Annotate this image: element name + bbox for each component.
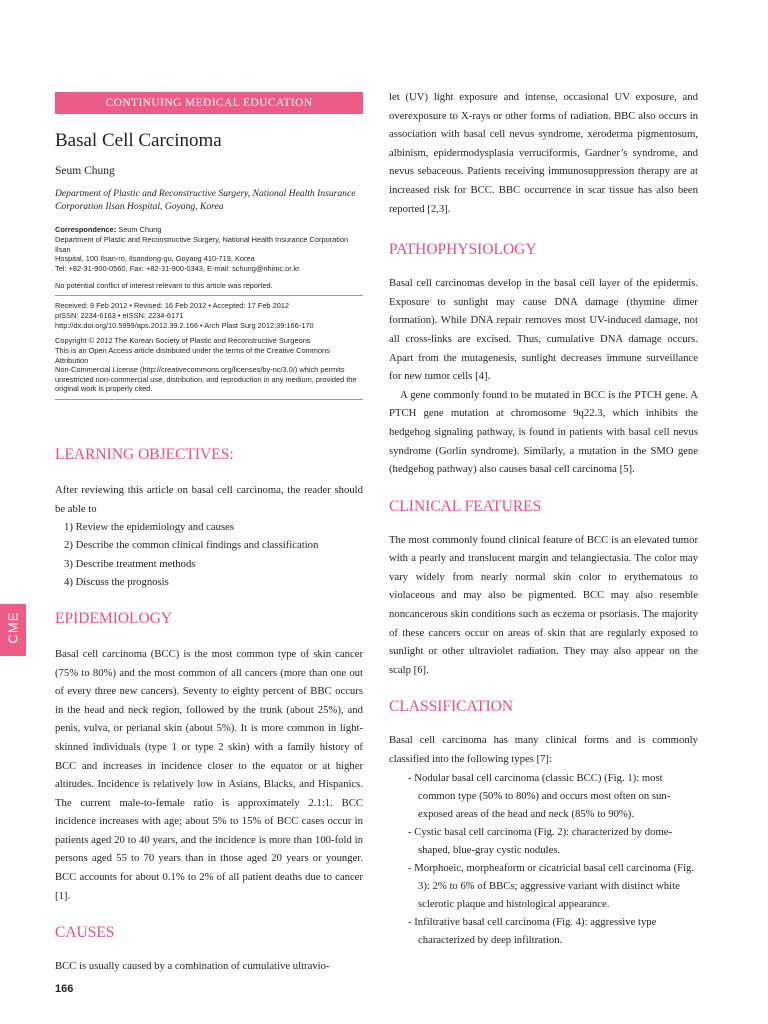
learning-objectives-list — [55, 518, 363, 591]
epidemiology-heading: EPIDEMIOLOGY — [55, 609, 173, 627]
list-item: - Nodular basal cell carcinoma (classic BCC) (Fig. 1): most common type (50% to 80%) and occurs most often on sun-exposed areas of the head and neck (85% to 90%). — [408, 771, 671, 820]
copyright-notice — [55, 336, 363, 399]
page-number: 166 — [55, 983, 74, 995]
pathophysiology-paragraph-1: Basal cell carcinomas develop in the basal cell layer of the epidermis. Exposure to sunlight may cause DNA damage (thymine dimer formation). While DNA repair removes most UV-induced damage, not all cross-links are excised. Thus, cumulative DNA damage occurs. Apart from the mutagenesis, sunlight decreases immune surveillance for new tumor cells [4]. — [389, 277, 698, 383]
correspondence-address-1: Department of Plastic and Reconstructive Surgery, National Health Insurance Corporation Ilsan — [55, 234, 349, 254]
correspondence-block — [55, 225, 363, 274]
right-column — [389, 88, 698, 949]
cme-tab-label: CME — [5, 611, 21, 644]
copyright-line-3: Non-Commercial License (http://creativecommons.org/licenses/by-nc/3.0/) which permits — [55, 365, 345, 375]
classification-list — [389, 769, 698, 949]
section-banner: CONTINUING MEDICAL EDUCATION — [55, 92, 363, 114]
causes-heading: CAUSES — [55, 924, 115, 942]
pathophysiology-heading: PATHOPHYSIOLOGY — [389, 241, 537, 259]
copyright-line-1: Copyright © 2012 The Korean Society of Plastic and Reconstructive Surgeons — [55, 336, 311, 346]
author-name: Seum Chung — [55, 165, 115, 177]
divider — [55, 399, 363, 400]
cme-side-tab — [0, 604, 26, 656]
doi-line: http://dx.doi.org/10.5999/aps.2012.39.2.166 • Arch Plast Surg 2012;39:166-170 — [55, 320, 314, 330]
correspondence-line — [55, 225, 363, 235]
clinical-features-text: The most commonly found clinical feature of BCC is an elevated tumor with a pearly and translucent margin and telangiectasia. The color may vary widely from nearly normal skin color to erythematous to violaceous and may also be pigmented. BCC may also resemble noncancerous skin conditions such as eczema or psoriasis. The majority of these cancers occur on areas of skin that are regularly exposed to sunlight or other ultraviolet radiation. They may also appear on the scalp [6]. — [389, 533, 698, 676]
causes-text-continued: let (UV) light exposure and intense, occasional UV exposure, and overexposure to X-rays or other forms of radiation. BBC also occurs in association with basal cell nevus syndrome, xeroderma pigmentosum, albinism, epidermodysplasia verruciformis, Gardner’s syndrome, and nevus sebaceous. Patients receiving immunosuppression therapy are at increased risk for BCC. BBC occurrence in scar tissue has also been reported [2,3]. — [389, 91, 698, 215]
list-item: - Cystic basal cell carcinoma (Fig. 2): characterized by dome-shaped, blue-gray cystic nodules. — [408, 825, 673, 856]
copyright-line-2: This is an Open Access article distributed under the terms of the Creative Commons Attribution — [55, 345, 330, 365]
list-item: 2) Describe the common clinical findings and classification — [64, 539, 319, 552]
author-affiliation: Department of Plastic and Reconstructive Surgery, National Health Insurance Corporation Ilsan Hospital, Goyang, Korea — [55, 188, 356, 212]
learning-objectives-intro: After reviewing this article on basal cell carcinoma, the reader should be able to — [55, 483, 363, 515]
left-column — [55, 90, 363, 976]
conflict-statement: No potential conflict of interest relevant to this article was reported. — [55, 280, 273, 290]
correspondence-address-2: Hospital, 100 Ilsan-ro, Ilsandong-gu, Goyang 410-719, Korea — [55, 254, 255, 264]
learning-objectives-heading: LEARNING OBJECTIVES: — [55, 445, 234, 463]
dates-line: Received: 9 Feb 2012 • Revised: 16 Feb 2012 • Accepted: 17 Feb 2012 — [55, 300, 290, 310]
classification-intro: Basal cell carcinoma has many clinical forms and is commonly classified into the following types [7]: — [389, 734, 698, 766]
classification-heading: CLASSIFICATION — [389, 698, 514, 716]
correspondence-contact: Tel: +82-31-900-0560, Fax: +82-31-900-0343, E-mail: schung@nhimc.or.kr — [55, 264, 300, 274]
article-metadata — [55, 296, 363, 330]
list-item: 3) Describe treatment methods — [64, 557, 196, 570]
copyright-line-5: original work is properly cited. — [55, 384, 153, 394]
list-item: - Infiltrative basal cell carcinoma (Fig. 4): aggressive type characterized by deep infiltration. — [408, 915, 657, 946]
copyright-line-4: unrestricted non-commercial use, distribution, and reproduction in any medium, provided the — [55, 374, 357, 384]
causes-text-start: BCC is usually caused by a combination of cumulative ultravio- — [55, 960, 330, 973]
correspondence-label: Correspondence: — [55, 225, 117, 234]
list-item: 4) Discuss the prognosis — [64, 575, 169, 588]
issn-line: pISSN: 2234-6163 • eISSN: 2234-6171 — [55, 310, 184, 320]
list-item: 1) Review the epidemiology and causes — [64, 521, 235, 534]
clinical-features-heading: CLINICAL FEATURES — [389, 497, 542, 515]
pathophysiology-paragraph-2: A gene commonly found to be mutated in BCC is the PTCH gene. A PTCH gene mutation at chromosome 9q22.3, which inhibits the hedgehog signaling pathway, is found in patients with basal cell nevus syndrome (Gorlin syndrome). Similarly, a mutation in the SMO gene (hedgehog pathway) also causes basal cell carcinoma [5]. — [389, 388, 698, 476]
correspondence-name: Seum Chung — [118, 225, 162, 234]
list-item: - Morphoeic, morpheaform or cicatricial basal cell carcinoma (Fig. 3): 2% to 6% of BBCs; aggressive variant with distinct white sclerotic plaque and histological appearance. — [408, 861, 695, 910]
article-title: Basal Cell Carcinoma — [55, 130, 222, 151]
epidemiology-text: Basal cell carcinoma (BCC) is the most common type of skin cancer (75% to 80%) and the most common of all cancers (more than one out of every three new cancers). Seventy to eighty percent of BBC occurs in the head and neck region, followed by the trunk (about 25%), and penis, vulva, or perianal skin (about 5%). It is more common in light-skinned individuals (type 1 or type 2 skin) with a family history of BCC and increases in incidence closer to the equator or at higher altitudes. Incidence is relatively low in Asians, Blacks, and Hispanics. The current male-to-female ratio is approximately 2.1:1. BCC incidence increases with age; about 5% to 15% of BCC cases occur in patients aged 20 to 40 years, and the incidence is more than 100-fold in persons aged 55 to 70 years than in those aged 20 years or younger. BCC accounts for about 0.1% to 2% of all patient deaths due to cancer [1]. — [55, 647, 363, 902]
